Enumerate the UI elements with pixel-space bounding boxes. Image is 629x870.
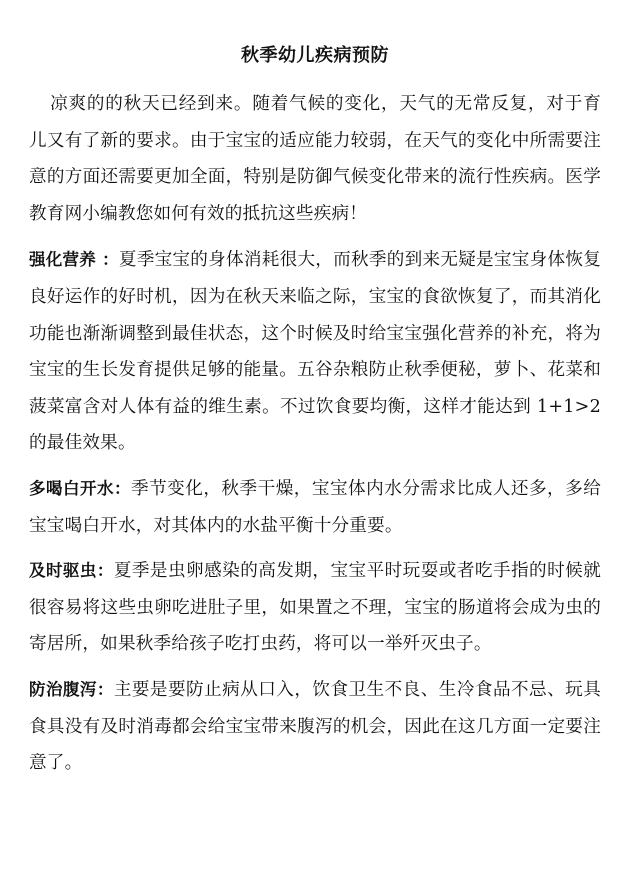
section-body: 主要是要防止病从口入，饮食卫生不良、生冷食品不忌、玩具食具没有及时消毒都会给宝宝带来腹泻的机会，因此在这几方面一定要注意了。	[29, 679, 602, 774]
section-body: 季节变化，秋季干燥，宝宝体内水分需求比成人还多，多给宝宝喝白开水，对其体内的水盐平衡十分重要。	[29, 478, 602, 536]
intro-paragraph: 凉爽的的秋天已经到来。随着气候的变化，天气的无常反复，对于育儿又有了新的要求。由于宝宝的适应能力较弱，在天气的变化中所需要注意的方面还需要更加全面，特别是防御气候变化带来的流行性疾病。医学教育网小编教您如何有效的抵抗这些疾病！	[29, 94, 601, 224]
section-body: 夏季宝宝的身体消耗很大，而秋季的到来无疑是宝宝身体恢复良好运作的好时机，因为在秋天来临之际，宝宝的食欲恢复了，而其消化功能也渐渐调整到最佳状态，这个时候及时给宝宝强化营养的补充，将为宝宝的生长发育提供足够的能量。五谷杂粮防止秋季便秘，萝卜、花菜和菠菜富含对人体有益的维生素。不过饮食要均衡，这样才能达到 1+1>2 的最佳效果。	[29, 250, 601, 454]
page-title: 秋季幼儿疾病预防	[241, 45, 389, 66]
section-body: 夏季是虫卵感染的高发期，宝宝平时玩耍或者吃手指的时候就很容易将这些虫卵吃进肚子里，如果置之不理，宝宝的肠道将会成为虫的寄居所，如果秋季给孩子吃打虫药，将可以一举歼灭虫子。	[29, 561, 602, 655]
section-heading: 防治腹泻：	[29, 679, 114, 699]
section-heading: 多喝白开水：	[29, 478, 131, 498]
section-diarrhea	[29, 672, 601, 782]
section-nutrition	[29, 242, 601, 462]
section-heading: 强化营养 ：	[29, 250, 119, 270]
section-deworming	[29, 553, 601, 663]
section-heading: 及时驱虫：	[29, 561, 114, 581]
section-water	[29, 471, 601, 544]
